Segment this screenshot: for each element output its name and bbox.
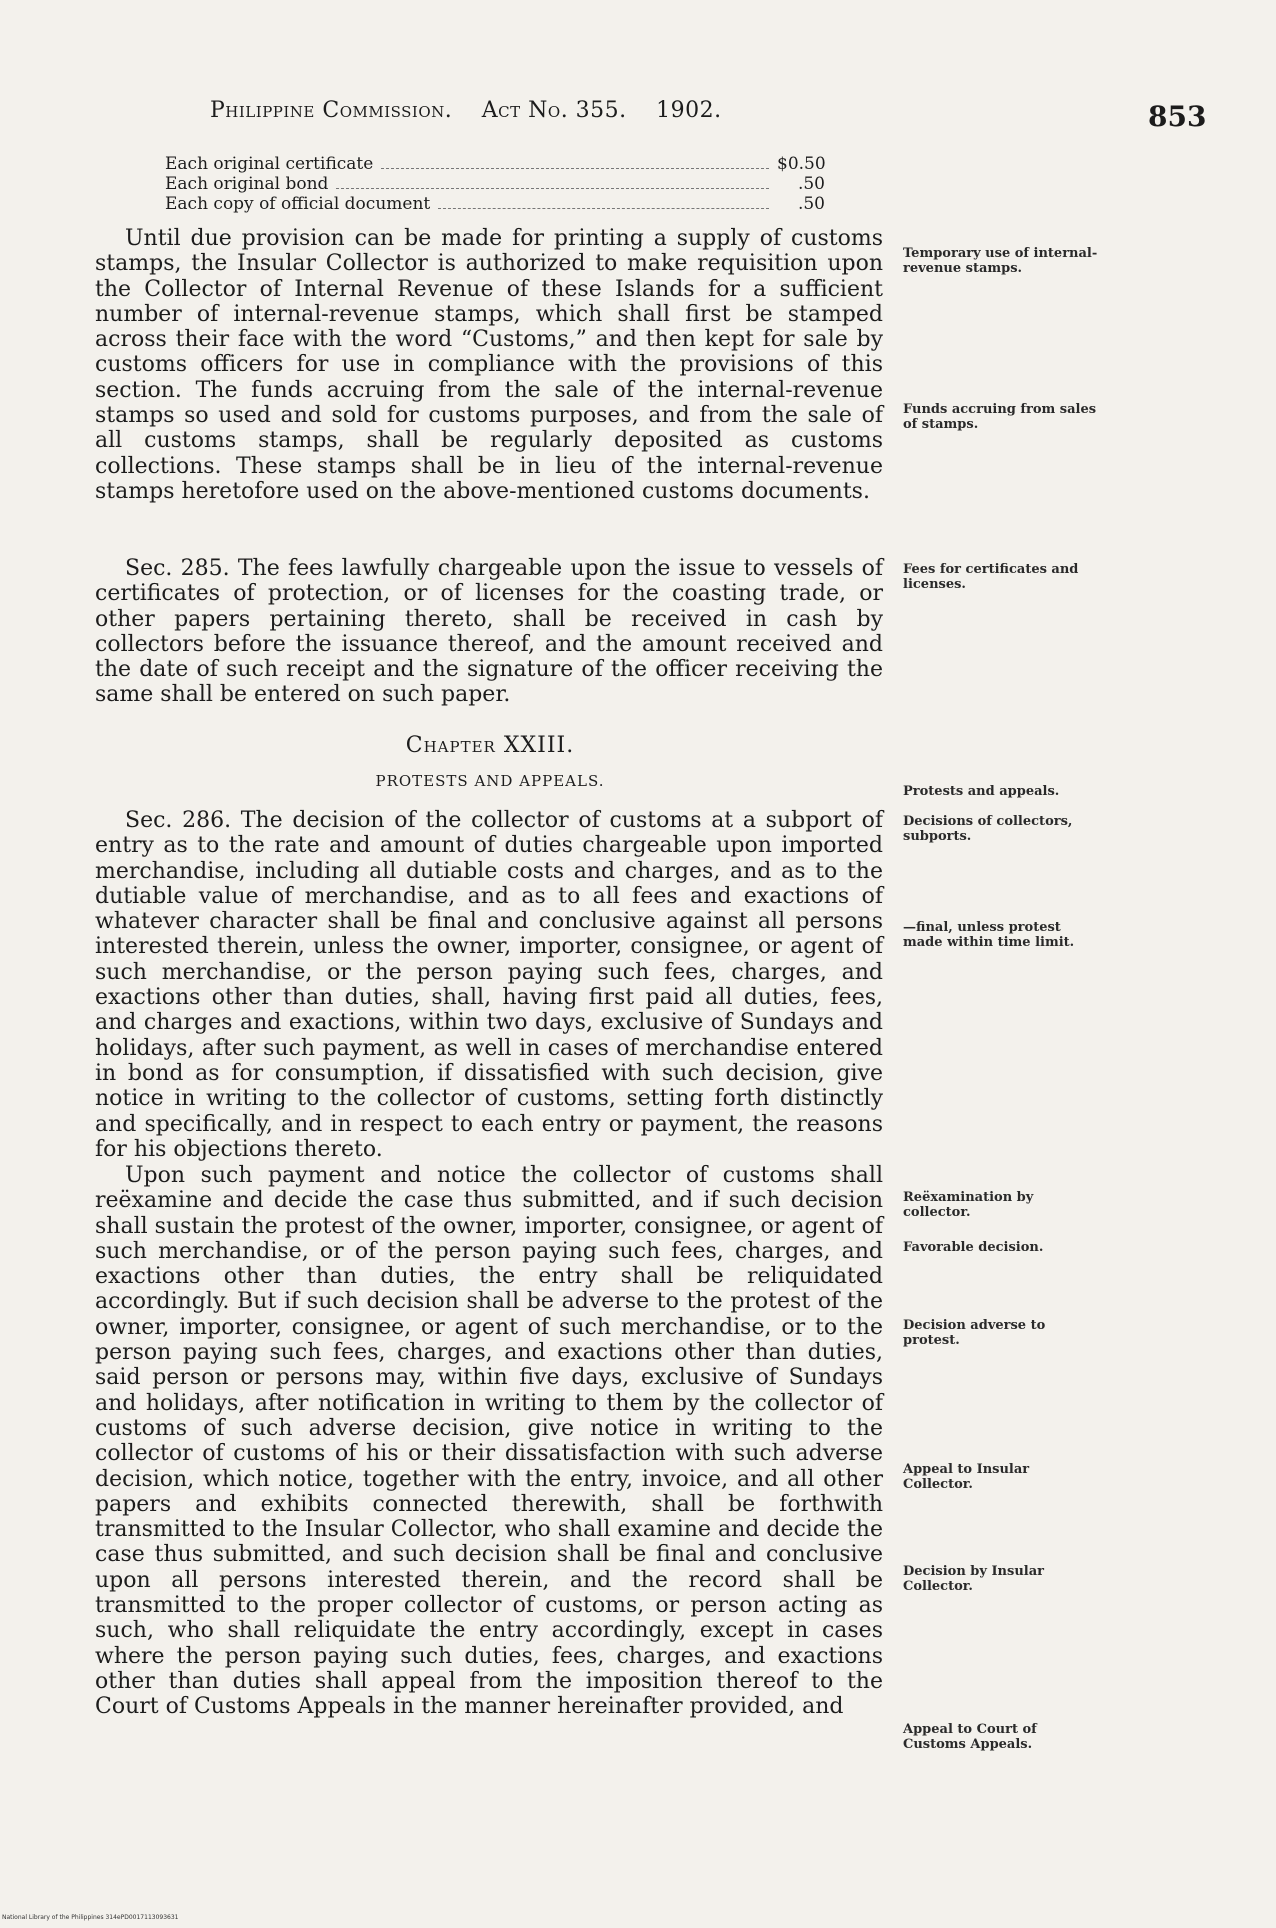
leader-dots [438,208,769,209]
header-act: Act No. 355. [481,98,627,123]
margin-note: Decision adverse to protest. [903,1318,1046,1348]
margin-note: Decisions of collectors, subports. [903,814,1073,844]
margin-note: Favorable decision. [903,1240,1044,1255]
scan-footer: National Library of the Philippines 314ePD0017113093631 [2,1914,179,1921]
margin-note: Decision by Insular Collector. [903,1564,1044,1594]
paragraph-text: Upon such payment and notice the collector of customs shall reëxamine and decide the case thus submitted, and if such decision shall sustain the protest of the owner, importer, consignee, or agent of such merchandise, or of the person paying such fees, charges, and exactions other than duties, the entry shall be reliquidated accordingly. But if such decision shall be adverse to the protest of the owner, importer, consignee, or agent of such merchandise, or to the person paying such fees, charges, and exactions other than duties, said person or persons may, within five days, exclusive of Sundays and holidays, after notification in writing to them by the collector of customs of such adverse decision, give notice in writing to the collector of customs of his or their dissatisfaction with such adverse decision, which notice, together with the entry, invoice, and all other papers and exhibits connected therewith, shall be forthwith transmitted to the Insular Collector, who shall examine and decide the case thus submitted, and such decision shall be final and conclusive upon all persons interested therein, and the record shall be transmitted to the proper collector of customs, or person acting as such, who shall reliquidate the entry accordingly, except in cases where the person paying such duties, fees, charges, and exactions other than duties shall appeal from the imposition thereof to the Court of Customs Appeals in the manner hereinafter provided, and [95,1163,883,1720]
leader-dots [336,188,769,189]
leader-dots [381,168,769,169]
fee-amount: .50 [797,174,825,194]
margin-note: Appeal to Court of Customs Appeals. [903,1722,1037,1752]
margin-note: Reëxamination by collector. [903,1190,1034,1220]
fees-table [165,154,825,214]
margin-note: —final, unless protest made within time limit. [903,920,1075,950]
margin-note: Protests and appeals. [903,784,1060,799]
running-head [210,98,780,123]
page-number: 853 [1148,100,1207,133]
fee-amount: .50 [797,194,825,214]
paragraph-text: Until due provision can be made for printing a supply of customs stamps, the Insular Collector is authorized to make requisition upon the Collector of Internal Revenue of these Islands for a sufficient number of internal-revenue stamps, which shall first be stamped across their face with the word “Customs,” and then kept for sale by customs officers for use in compliance with the provisions of this section. The funds accruing from the sale of the internal-revenue stamps so used and sold for customs purposes, and from the sale of all customs stamps, shall be regularly deposited as customs collections. These stamps shall be in lieu of the internal-revenue stamps heretofore used on the above-mentioned customs documents. [95,226,883,504]
margin-note: Appeal to Insular Collector. [903,1462,1030,1492]
margin-note: Fees for certificates and licenses. [903,562,1079,592]
paragraph-text: Sec. 285. The fees lawfully chargeable upon the issue to vessels of certificates of protection, or of licenses for the coasting trade, or other papers pertaining thereto, shall be received in cash by collectors before the issuance thereof, and the amount received and the date of such receipt and the signature of the officer receiving the same shall be entered on such paper. [95,556,883,708]
fee-row [165,174,825,194]
paragraph-section-286 [95,808,883,1162]
fee-row [165,154,825,174]
fee-label: Each original certificate [165,154,374,174]
fee-label: Each copy of official document [165,194,431,214]
header-commission: Philippine Commission. [210,98,453,123]
paragraph-customs-stamps [95,226,883,504]
margin-note: Funds accruing from sales of stamps. [903,402,1097,432]
paragraph-section-285 [95,556,883,708]
fee-label: Each original bond [165,174,329,194]
header-year: 1902. [656,98,722,123]
chapter-title: Chapter XXIII. [405,733,575,758]
paragraph-reexamination [95,1163,883,1720]
fee-amount: $0.50 [777,154,826,174]
paragraph-text: Sec. 286. The decision of the collector of customs at a subport of entry as to the rate and amount of duties chargeable upon imported merchandise, including all dutiable costs and charges, and as to the dutiable value of merchandise, and as to all fees and exactions of whatever character shall be final and conclusive against all persons interested therein, unless the owner, importer, consignee, or agent of such merchandise, or the person paying such fees, charges, and exactions other than duties, shall, having first paid all duties, fees, and charges and exactions, within two days, exclusive of Sundays and holidays, after such payment, as well in cases of merchandise entered in bond as for consumption, if dissatisfied with such decision, give notice in writing to the collector of customs, setting forth distinctly and specifically, and in respect to each entry or payment, the reasons for his objections thereto. [95,808,883,1162]
fee-row [165,194,825,214]
margin-note: Temporary use of internal-revenue stamps. [903,246,1098,276]
chapter-subtitle: PROTESTS AND APPEALS. [375,772,605,790]
